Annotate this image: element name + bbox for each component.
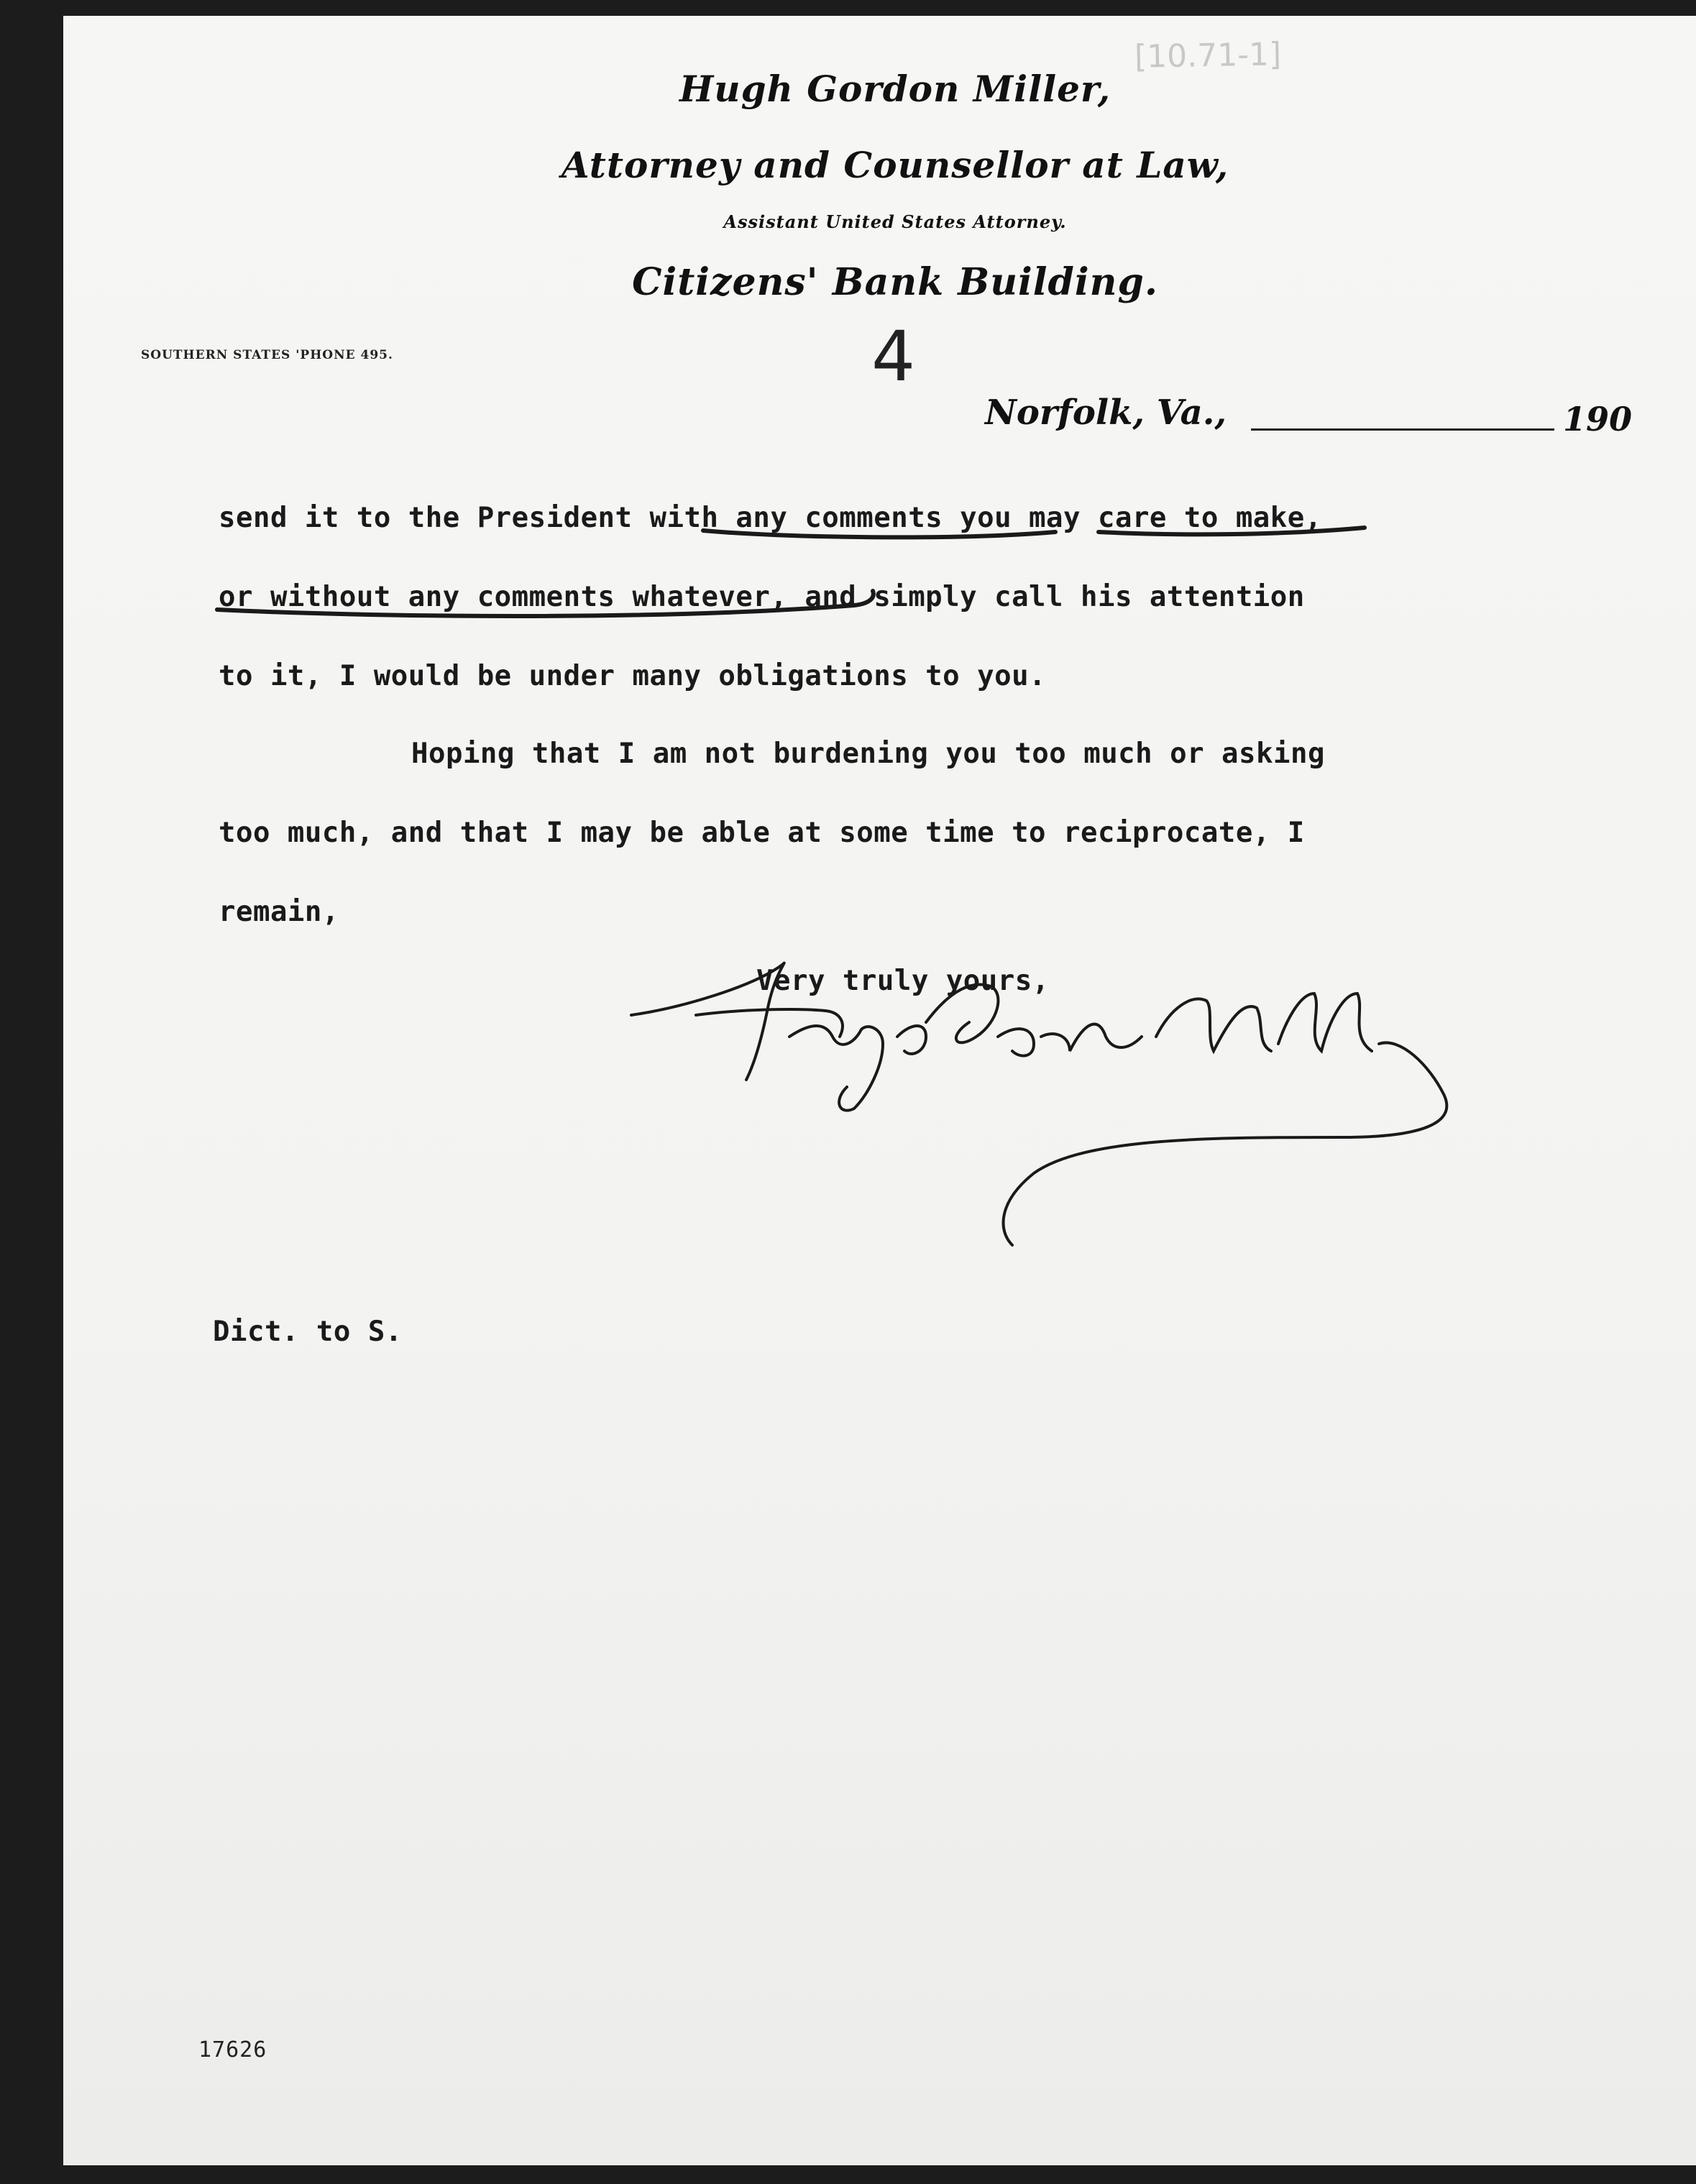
body-line: too much, and that I may be able at some time to reciprocate, I [219, 817, 1305, 849]
body-line: send it to the President with any comments you may care to make, [219, 502, 1322, 534]
letterhead-name: Hugh Gordon Miller, [679, 68, 1111, 110]
dictation-note: Dict. to S. [213, 1316, 403, 1348]
letterhead-year: 190 [1563, 400, 1633, 439]
body-line: or without any comments whatever, and simply call his attention [219, 581, 1305, 613]
letterhead-place: Norfolk, Va., [985, 393, 1227, 433]
body-line: Hoping that I am not burdening you too much or asking [411, 738, 1325, 770]
signature [631, 963, 1447, 1246]
page-number: 4 [871, 316, 916, 397]
letterhead-position: Assistant United States Attorney. [723, 211, 1067, 232]
archive-note: [10.71-1] [1134, 36, 1282, 75]
closing: Very truly yours, [756, 965, 1050, 997]
letter-sheet [63, 16, 1696, 2165]
date-line [1251, 428, 1554, 431]
letterhead-phone: SOUTHERN STATES 'PHONE 495. [141, 348, 393, 362]
letterhead-title: Attorney and Counsellor at Law, [561, 144, 1229, 186]
document-number: 17626 [198, 2037, 267, 2063]
body-line: to it, I would be under many obligations to you. [219, 660, 1047, 692]
body-line: remain, [219, 896, 339, 928]
letterhead-building: Citizens' Bank Building. [632, 260, 1158, 304]
